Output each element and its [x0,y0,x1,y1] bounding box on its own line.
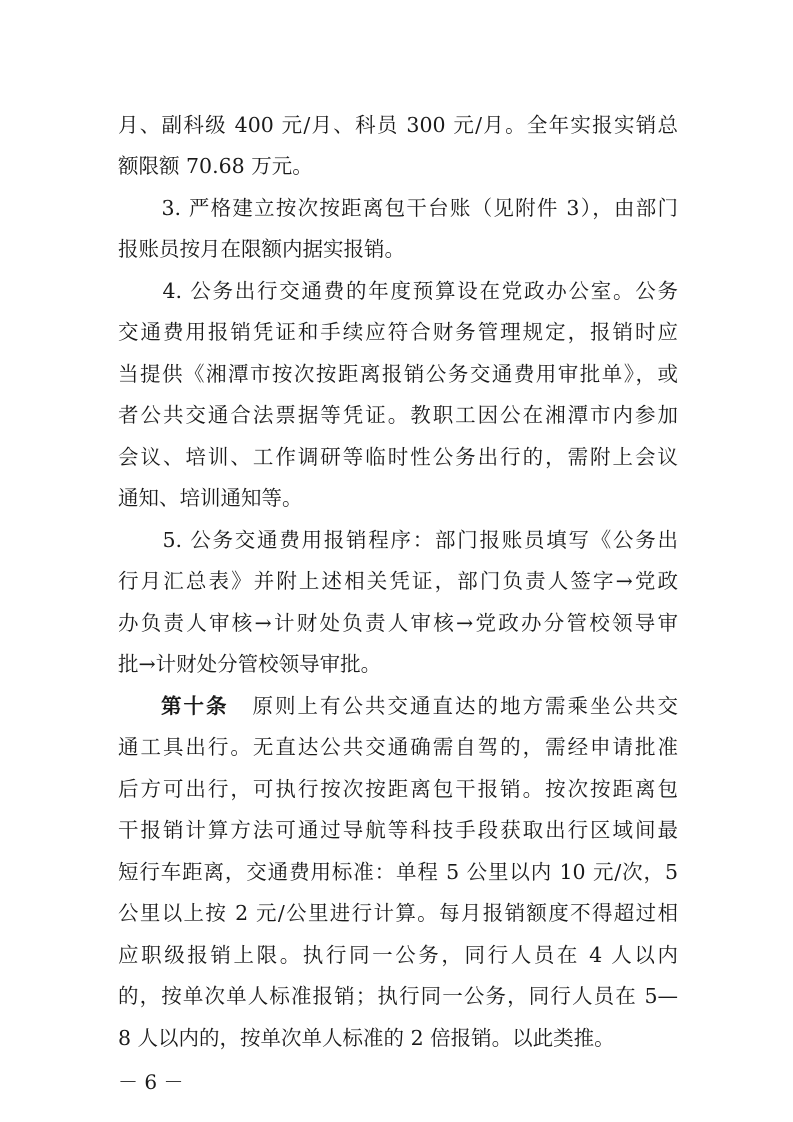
text-line: 4. 公务出行交通费的年度预算设在党政办公室。公务 [118,279,678,303]
text-line: 会议、培训、工作调研等临时性公务出行的，需附上会议 [118,445,678,469]
text-line: 办负责人审核→计财处负责人审核→党政办分管校领导审 [118,611,678,635]
text-line: 月、副科级 400 元/月、科员 300 元/月。全年实报实销总 [118,113,678,137]
text-line: 公里以上按 2 元/公里进行计算。每月报销额度不得超过相 [118,901,678,925]
text-line: 原则上有公共交通直达的地方需乘坐公共交 [250,694,678,718]
text-line: 通工具出行。无直达公共交通确需自驾的，需经申请批准 [118,735,678,759]
text-line: 者公共交通合法票据等凭证。教职工因公在湘潭市内参加 [118,403,678,427]
text-line: 5. 公务交通费用报销程序：部门报账员填写《公务出 [118,528,678,552]
text-line: 后方可出行，可执行按次按距离包干报销。按次按距离包 [118,777,678,801]
text-line: 8 人以内的，按单次单人标准的 2 倍报销。以此类推。 [118,1026,615,1050]
text-line: 批→计财处分管校领导审批。 [118,652,382,676]
text-line: 行月汇总表》并附上述相关凭证，部门负责人签字→党政 [118,569,678,593]
text-line: 应职级报销上限。执行同一公务，同行人员在 4 人以内 [118,943,678,967]
text-line: 额限额 70.68 万元。 [118,154,313,178]
text-line: 报账员按月在限额内据实报销。 [118,237,405,261]
text-line: 干报销计算方法可通过导航等科技手段获取出行区域间最 [118,818,678,842]
article-heading: 第十条 [159,694,229,718]
text-line: 交通费用报销凭证和手续应符合财务管理规定，报销时应 [118,320,678,344]
text-line: 当提供《湘潭市按次按距离报销公务交通费用审批单》，或 [118,362,678,386]
text-line: 的，按单次单人标准报销；执行同一公务，同行人员在 5— [118,984,678,1008]
text-line: 短行车距离，交通费用标准：单程 5 公里以内 10 元/次，5 [118,860,678,884]
text-line: 3. 严格建立按次按距离包干台账（见附件 3），由部门 [118,196,678,220]
page-number: － 6 － [118,1070,184,1094]
text-line: 通知、培训通知等。 [118,486,303,510]
article-first-line [118,692,678,720]
